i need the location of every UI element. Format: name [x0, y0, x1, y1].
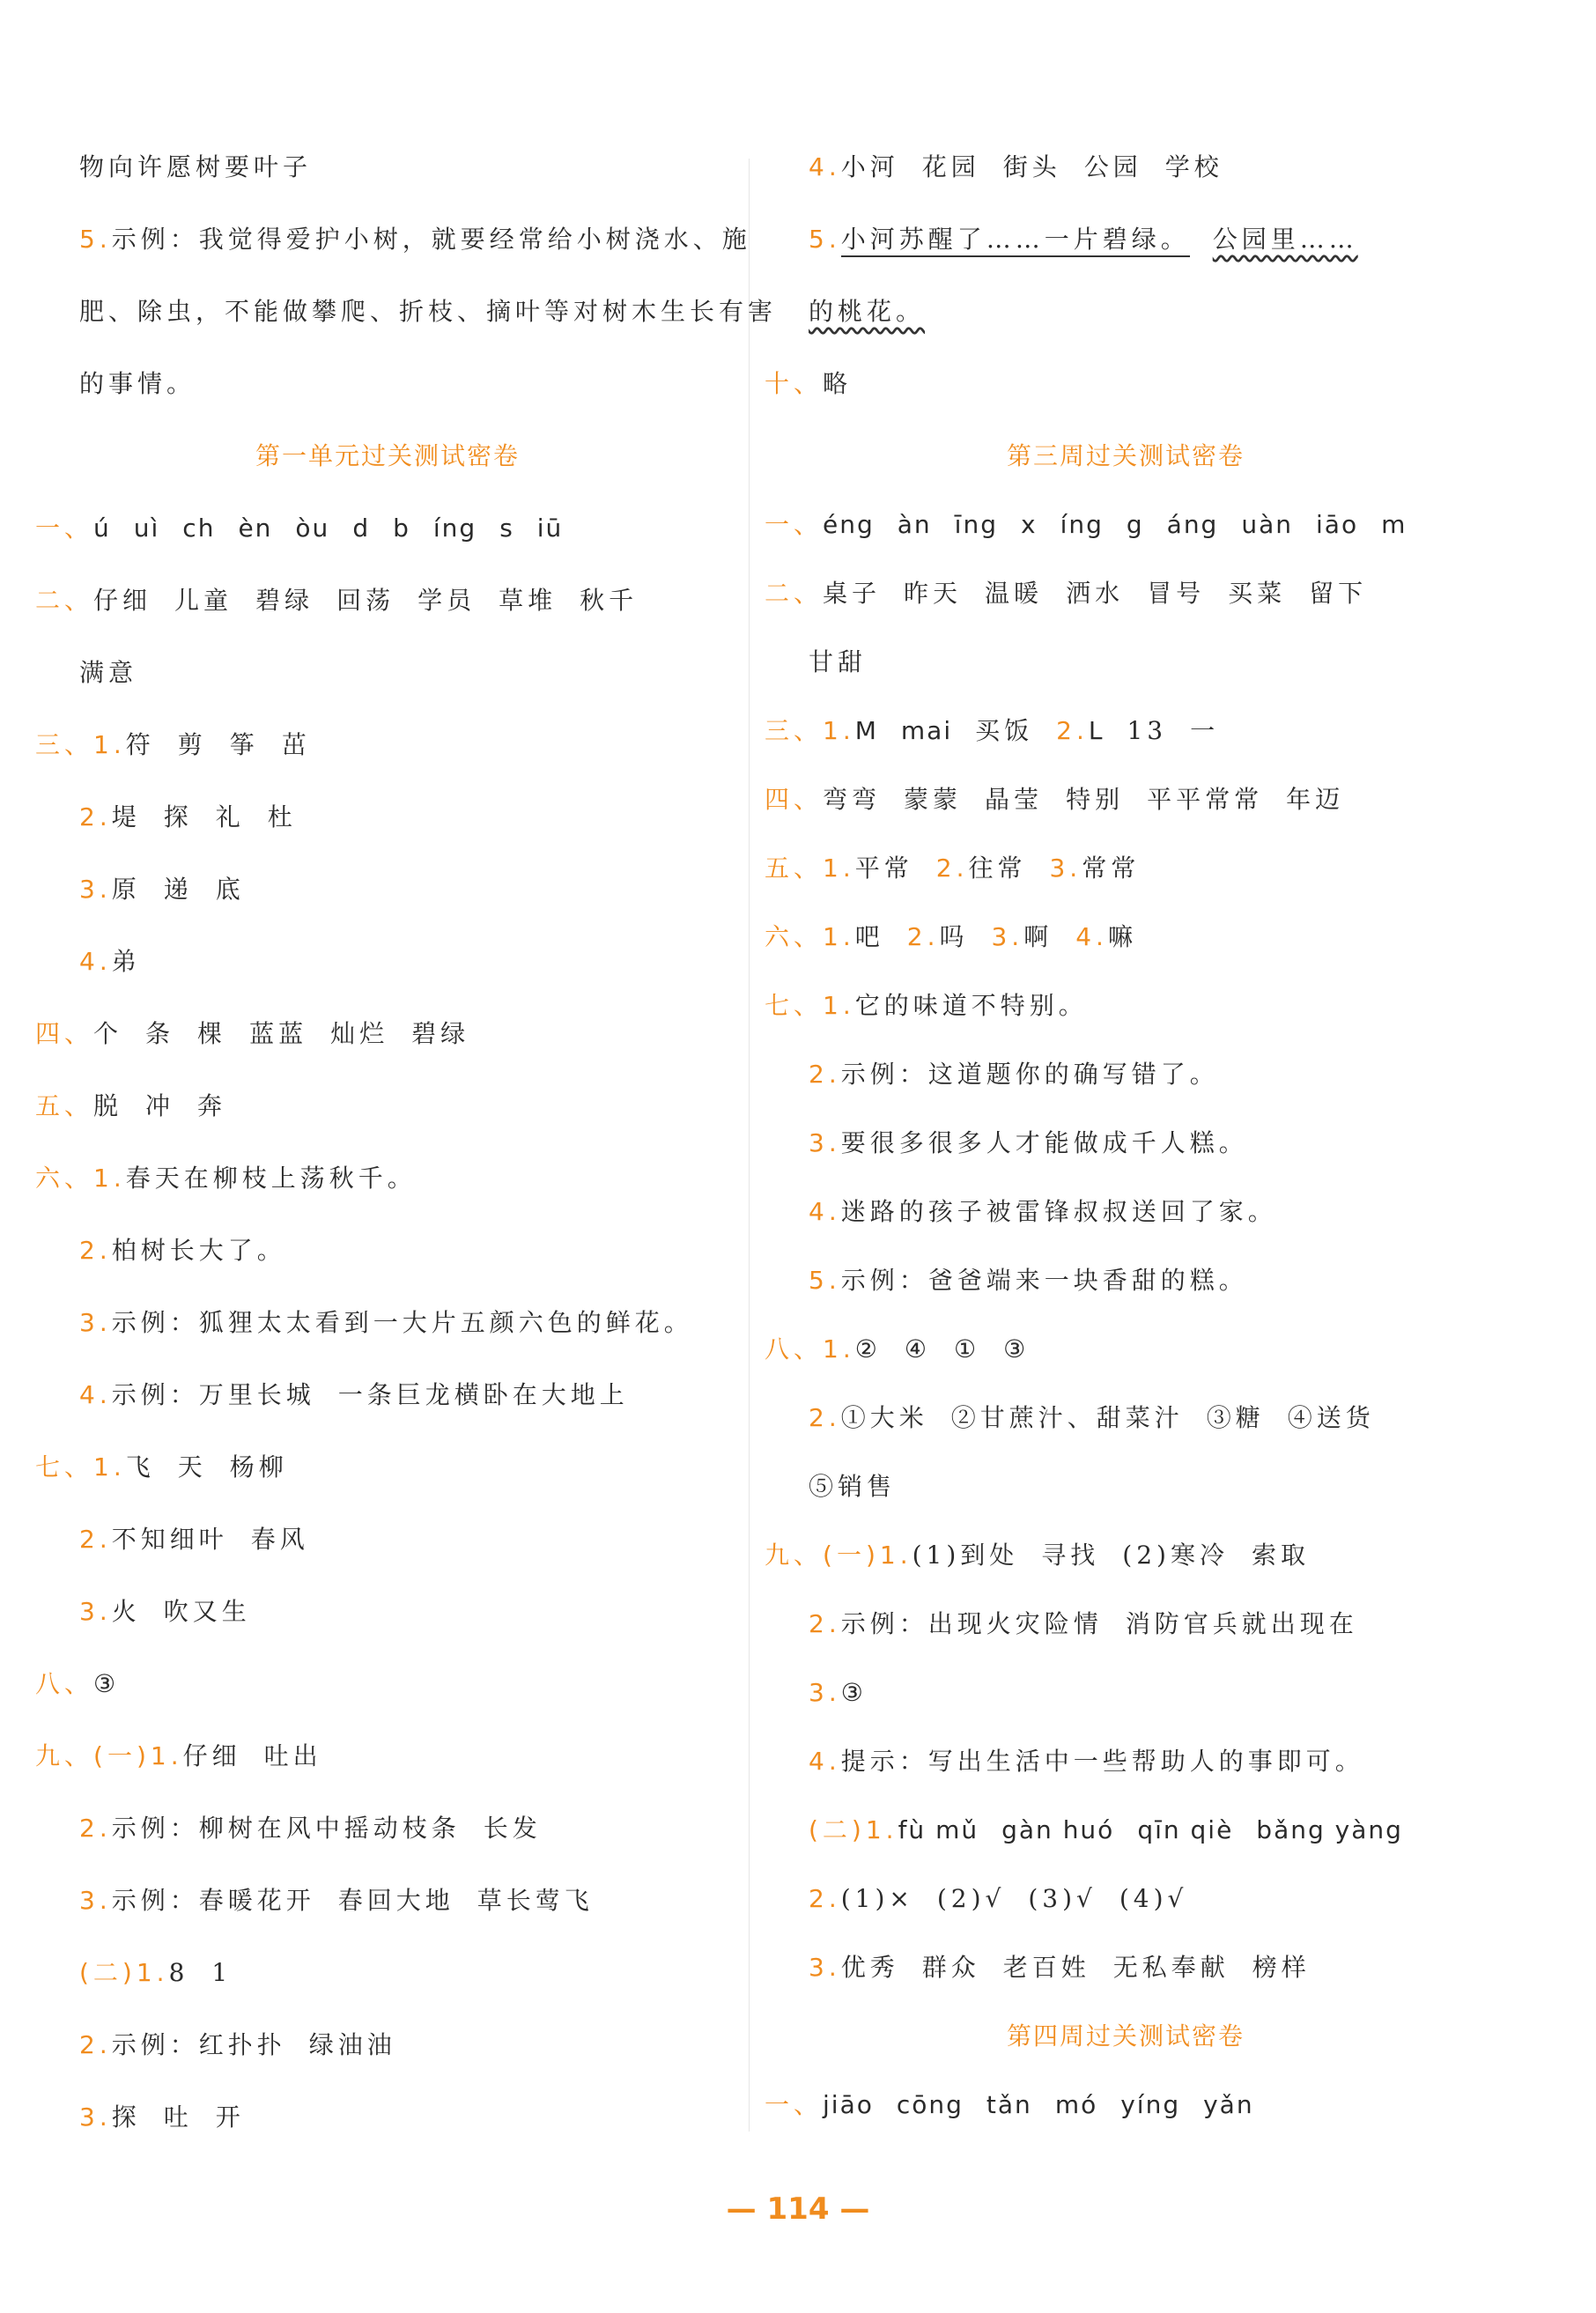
answer-line: 4.小河 花园 街头 公园 学校 — [809, 152, 1223, 181]
answer-line: 四、弯弯 蒙蒙 晶莹 特别 平平常常 年迈 — [765, 785, 1345, 814]
answer-line: 三、1.M mai 买饭 2.L 13 一 — [765, 716, 1220, 745]
answer-line: 十、略 — [765, 369, 853, 398]
answer-line: 一、ú uì ch èn òu d b íng s iū — [35, 514, 564, 543]
answer-line: 三、1.符 剪 筝 茁 — [35, 730, 311, 759]
answer-line: ⑤销售 — [809, 1472, 897, 1501]
answer-line: 六、1.吧 2.吗 3.啊 4.嘛 — [765, 922, 1137, 951]
answer-line: 甘甜 — [809, 647, 868, 676]
answer-line: 4.示例：万里长城 一条巨龙横卧在大地上 — [79, 1380, 629, 1409]
answer-line: 2.示例：出现火灾险情 消防官兵就出现在 — [809, 1609, 1358, 1638]
answer-line: 3.优秀 群众 老百姓 无私奉献 榜样 — [809, 1953, 1311, 1982]
answer-line: 七、1.飞 天 杨柳 — [35, 1452, 288, 1482]
answer-line: 2.示例：红扑扑 绿油油 — [79, 2030, 396, 2059]
section-title: 第一单元过关测试密卷 — [255, 441, 520, 470]
answer-line: 2.①大米 ②甘蔗汁、甜菜汁 ③糖 ④送货 — [809, 1403, 1375, 1432]
answer-line: 物向许愿树要叶子 — [79, 152, 313, 181]
answer-line: (二)1.8 1 — [79, 1958, 233, 1987]
answer-line: (二)1.fù mǔ gàn huó qīn qiè bǎng yàng — [809, 1815, 1403, 1844]
section-title: 第三周过关测试密卷 — [1006, 441, 1245, 470]
answer-line: 3.示例：春暖花开 春回大地 草长莺飞 — [79, 1886, 594, 1915]
answer-line: 3.原 递 底 — [79, 875, 245, 904]
answer-line: 满意 — [79, 658, 138, 687]
answer-line: 二、桌子 昨天 温暖 洒水 冒号 买菜 留下 — [765, 579, 1368, 608]
answer-line: 八、③ — [35, 1669, 121, 1698]
page-number: — 114 — — [726, 2191, 870, 2227]
answer-line: 七、1.它的味道不特别。 — [765, 991, 1088, 1020]
answer-line: 2.示例：这道题你的确写错了。 — [809, 1060, 1219, 1089]
answer-line: 八、1.② ④ ① ③ — [765, 1334, 1031, 1363]
answer-line: 二、仔细 儿童 碧绿 回荡 学员 草堆 秋千 — [35, 586, 639, 615]
wavy-underlined-phrase: 公园里…… — [1212, 225, 1358, 254]
answer-line: 3.要很多很多人才能做成千人糕。 — [809, 1128, 1248, 1157]
answer-line: 5.示例：爸爸端来一块香甜的糕。 — [809, 1266, 1248, 1295]
answer-line: 一、jiāo cōng tǎn mó yíng yǎn — [765, 2090, 1254, 2119]
wavy-underlined-phrase: 的桃花。 — [809, 297, 926, 326]
answer-line: 九、(一)1.仔细 吐出 — [35, 1741, 322, 1770]
answer-line — [809, 294, 925, 329]
answer-line: 5.小河苏醒了……一片碧绿。 公园里…… — [809, 222, 1358, 257]
answer-line: 3.火 吹又生 — [79, 1597, 251, 1626]
answer-line: 4.提示：写出生活中一些帮助人的事即可。 — [809, 1747, 1364, 1776]
answer-line: 2.堤 探 礼 杜 — [79, 802, 297, 831]
answer-line: 的事情。 — [79, 369, 196, 398]
answer-line: 五、1.平常 2.往常 3.常常 — [765, 854, 1141, 883]
answer-line: 肥、除虫，不能做攀爬、折枝、摘叶等对树木生长有害 — [79, 297, 778, 326]
section-title: 第四周过关测试密卷 — [1006, 2021, 1245, 2051]
answer-line: 2.不知细叶 春风 — [79, 1525, 309, 1554]
answer-line: 3.③ — [809, 1678, 868, 1707]
answer-line: 4.弟 — [79, 947, 141, 976]
answer-line: 2.柏树长大了。 — [79, 1236, 286, 1265]
column-divider — [749, 159, 750, 2132]
answer-line: 5.示例：我觉得爱护小树，就要经常给小树浇水、施 — [79, 225, 751, 254]
answer-line: 2.(1)× (2)√ (3)√ (4)√ — [809, 1884, 1188, 1913]
answer-line: 2.示例：柳树在风中摇动枝条 长发 — [79, 1814, 542, 1843]
answer-line: 五、脱 冲 奔 — [35, 1091, 227, 1120]
answer-line: 九、(一)1.(1)到处 寻找 (2)寒冷 索取 — [765, 1541, 1310, 1570]
answer-line: 六、1.春天在柳枝上荡秋千。 — [35, 1164, 417, 1193]
answer-line: 3.示例：狐狸太太看到一大片五颜六色的鲜花。 — [79, 1308, 693, 1337]
answer-line: 四、个 条 棵 蓝蓝 灿烂 碧绿 — [35, 1019, 470, 1048]
underlined-phrase: 小河苏醒了……一片碧绿。 — [841, 225, 1190, 257]
answer-line: 3.探 吐 开 — [79, 2102, 245, 2132]
answer-line: 4.迷路的孩子被雷锋叔叔送回了家。 — [809, 1197, 1277, 1226]
answer-line: 一、éng àn īng x íng g áng uàn iāo m — [765, 510, 1408, 539]
